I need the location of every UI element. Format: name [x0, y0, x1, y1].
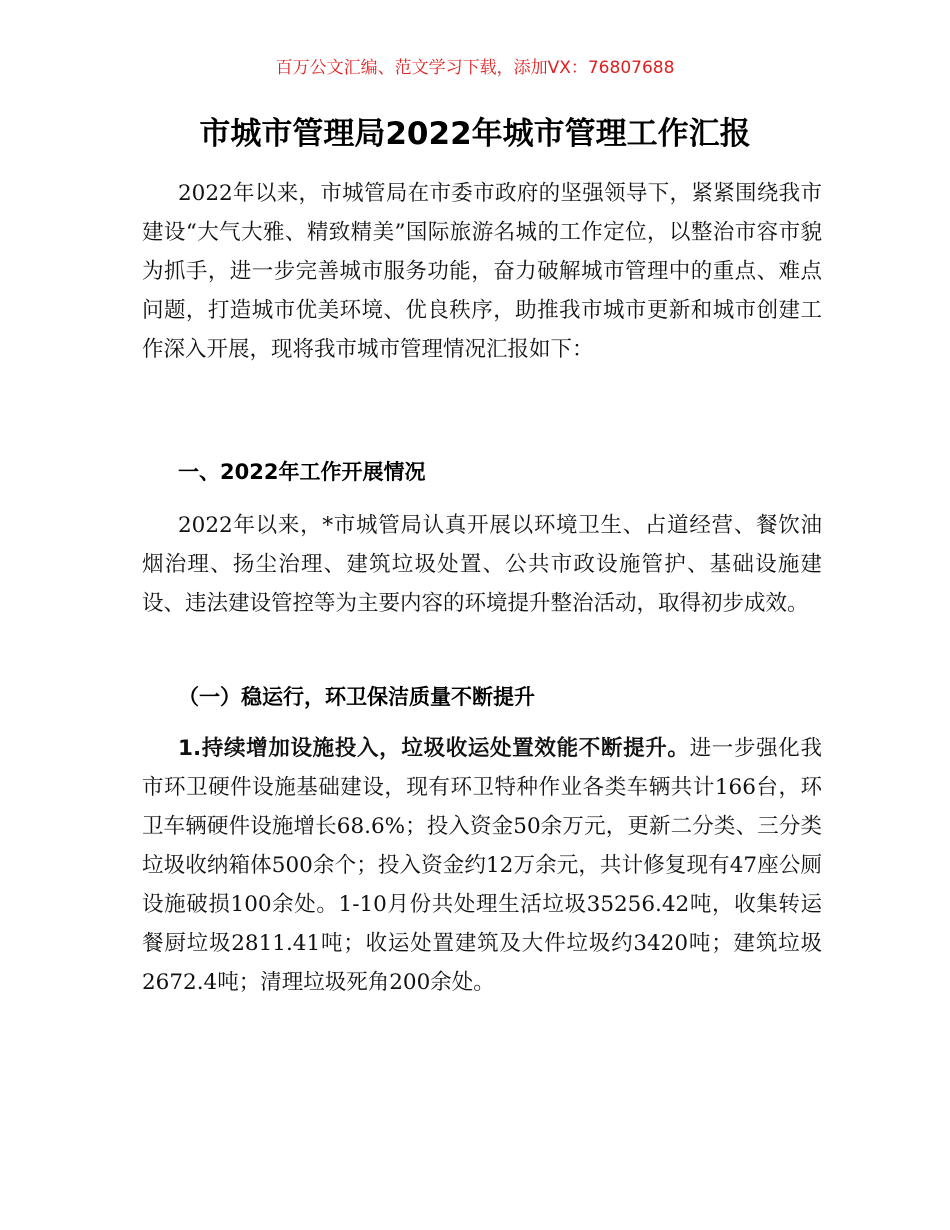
subsection-heading-1: （一）稳运行，环卫保洁质量不断提升 — [178, 685, 535, 709]
section-1-paragraph: 2022年以来，*市城管局认真开展以环境卫生、占道经营、餐饮油烟治理、扬尘治理、建筑垃圾处置、公共市政设施管护、基础设施建设、违法建设管控等为主要内容的环境提升整治活动，取得初步成效。 — [142, 513, 822, 616]
section-heading-1: 一、2022年工作开展情况 — [178, 460, 426, 484]
item-1-paragraph — [142, 729, 822, 1002]
intro-paragraph: 2022年以来，市城管局在市委市政府的坚强领导下，紧紧围绕我市建设“大气大雅、精致精美”国际旅游名城的工作定位，以整治市容市貌为抓手，进一步完善城市服务功能，奋力破解城市管理中的重点、难点问题，打造城市优美环境、优良秩序，助推我市城市更新和城市创建工作深入开展，现将我市城市管理情况汇报如下： — [142, 181, 822, 362]
item-1-text: 进一步强化我市环卫硬件设施基础建设，现有环卫特种作业各类车辆共计166台，环卫车辆硬件设施增长68.6%；投入资金50余万元，更新二分类、三分类垃圾收纳箱体500余个；投入资金约12万余元，共计修复现有47座公厕设施破损100余处。1-10月份共处理生活垃圾35256.42吨，收集转运餐厨垃圾2811.41吨；收运处置建筑及大件垃圾约3420吨；建筑垃圾2672.4吨；清理垃圾死角200余处。 — [142, 736, 822, 995]
watermark-header: 百万公文汇编、范文学习下载，添加VX：76807688 — [275, 58, 675, 78]
item-1-lead: 1.持续增加设施投入，垃圾收运处置效能不断提升。 — [178, 736, 690, 761]
document-title: 市城市管理局2022年城市管理工作汇报 — [199, 116, 751, 152]
